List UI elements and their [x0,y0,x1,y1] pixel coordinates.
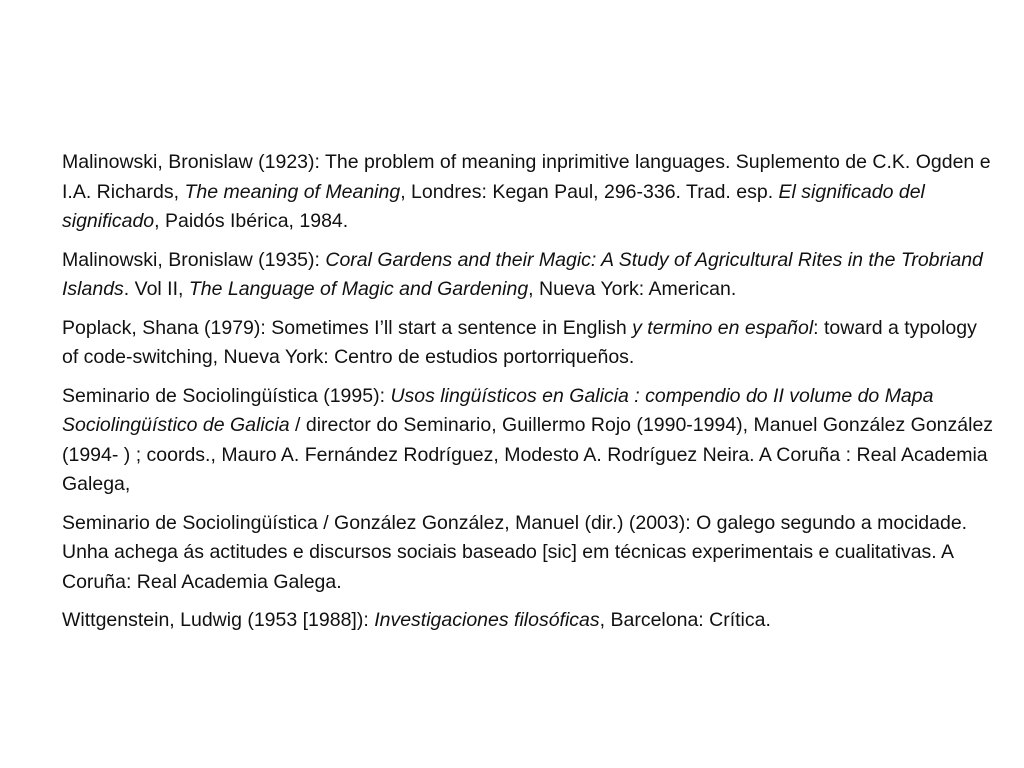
reference-text: Malinowski, Bronislaw (1923): The problem of meaning inprimitive languages. Suplemento de C.K. Ogden e I.A. Richards, [62,151,991,203]
reference-title-italic: Coral Gardens and their Magic: A Study of Agricultural Rites in the Trobriand Islands [62,248,983,300]
reference-malinowski-1935 [62,246,997,305]
reference-poplack-1979 [62,314,997,373]
reference-text: , Paidós Ibérica, 1984. [154,210,349,232]
reference-malinowski-1923 [62,148,997,237]
reference-text: , Nueva York: American. [528,278,737,300]
reference-text: / director do Seminario, Guillermo Rojo (1990-1994), Manuel González González (1994- ) ; coords., Mauro A. Fernández Rodríguez, Modesto A. Rodríguez Neira. A Coruña : Real Academia Galega, [62,414,994,495]
reference-text: , Barcelona: Crítica. [599,609,771,631]
reference-wittgenstein-1953 [62,606,997,636]
reference-title-italic: Usos lingüísticos en Galicia : compendio do II volume do Mapa Sociolingüístico de Galicia [62,384,934,436]
reference-text: . Vol II, [123,278,189,300]
reference-title-italic: The meaning of Meaning [184,180,401,203]
reference-text: Seminario de Sociolingüística / González González, Manuel (dir.) (2003): O galego segundo a mocidade. Unha achega ás actitudes e discursos sociais baseado [sic] em técnicas experimentais e cualitativas. A Coruña: Real Academia Galega. [62,511,968,593]
reference-text: : toward a typology of code-switching, Nueva York: Centro de estudios portorriqueños. [62,316,977,368]
reference-text: Malinowski, Bronislaw (1935): [62,248,326,271]
reference-list [62,148,997,645]
reference-text: Wittgenstein, Ludwig (1953 [1988]): [62,609,375,631]
reference-title-italic: Investigaciones filosóficas [374,609,600,631]
reference-title-italic: The Language of Magic and Gardening [188,278,529,300]
reference-title-italic: El significado del significado [62,180,925,232]
reference-text: Seminario de Sociolingüística (1995): [62,384,391,407]
reference-seminario-2003 [62,509,997,598]
reference-seminario-1995 [62,382,997,500]
reference-text: , Londres: Kegan Paul, 296-336. Trad. esp. [400,180,779,203]
reference-text: Poplack, Shana (1979): Sometimes I’ll start a sentence in English [62,316,633,339]
reference-title-italic: y termino en español [632,316,814,339]
